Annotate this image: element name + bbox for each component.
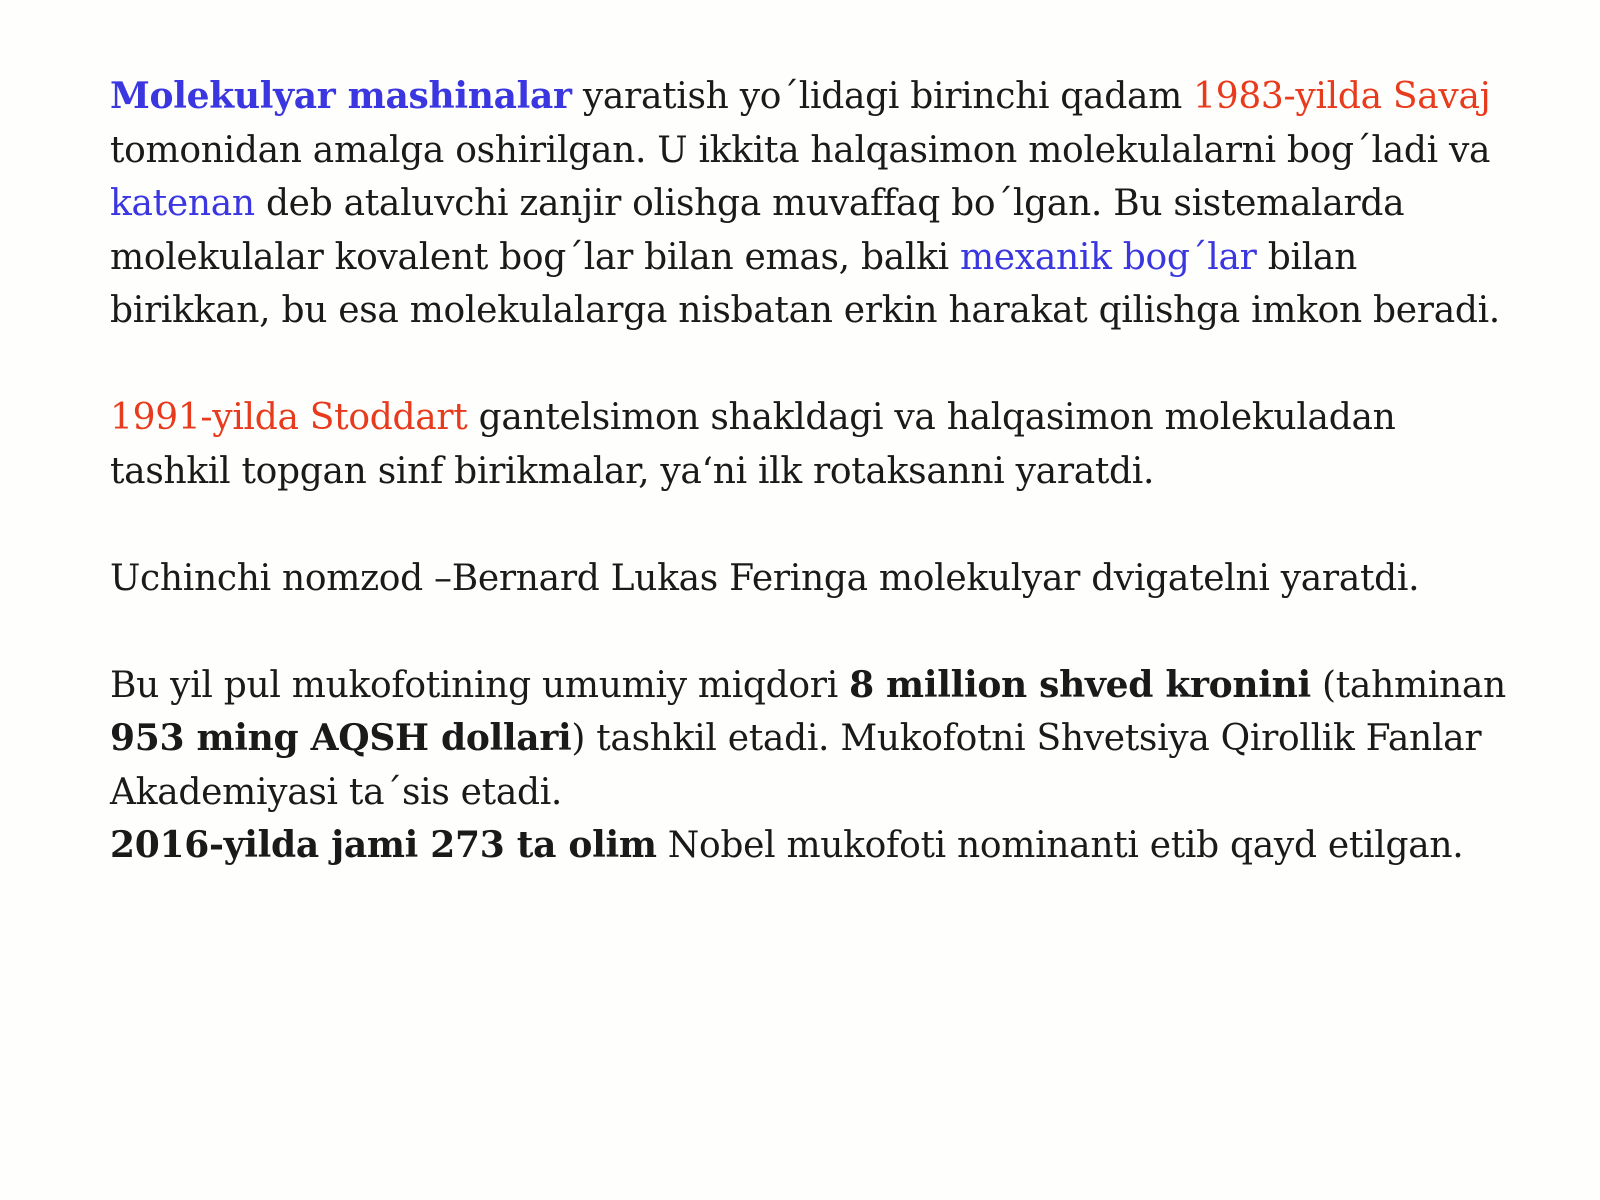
- term-katenan: katenan: [110, 183, 255, 224]
- text-segment: Nobel mukofoti nominanti etib qayd etilgan.: [656, 825, 1464, 866]
- highlight-year-savaj: 1983-yilda Savaj: [1193, 76, 1491, 117]
- paragraph-stoddart: [110, 391, 1510, 498]
- prize-amount-sek: 8 million shved kronini: [849, 663, 1311, 706]
- paragraph-nominees: [110, 819, 1510, 873]
- paragraph-spacer: [110, 338, 1510, 392]
- highlight-year-stoddart: 1991-yilda Stoddart: [110, 397, 468, 438]
- paragraph-spacer: [110, 605, 1510, 659]
- text-segment: Uchinchi nomzod –Bernard Lukas Feringa molekulyar dvigatelni yaratdi.: [110, 557, 1420, 599]
- paragraph-molecular-machines: [110, 70, 1510, 338]
- text-segment: (tahminan: [1310, 664, 1506, 706]
- prize-amount-usd: 953 ming AQSH dollari: [110, 717, 572, 759]
- text-segment: ) tashkil etadi. Mukofotni Shvetsiya Qirollik Fanlar Akademiyasi ta´sis etadi.: [110, 718, 1482, 813]
- text-segment: deb ataluvchi zanjir olishga muvaffaq bo´lgan. Bu sistemalarda molekulalar kovalent bog´lar bilan emas, balki: [110, 183, 1405, 278]
- slide-body: [110, 70, 1510, 873]
- term-molecular-machines: Molekulyar mashinalar: [110, 75, 572, 117]
- text-segment: Bu yil pul mukofotining umumiy miqdori: [110, 664, 850, 706]
- term-mechanical-bonds: mexanik bog´lar: [959, 236, 1257, 278]
- text-segment: gantelsimon shakldagi va halqasimon molekuladan tashkil topgan sinf birikmalar, ya‘ni ilk rotaksanni yaratdi.: [110, 397, 1396, 492]
- paragraph-spacer: [110, 498, 1510, 552]
- nominee-count: 2016-yilda jami 273 ta olim: [110, 824, 657, 866]
- paragraph-feringa: [110, 552, 1510, 606]
- text-segment: bilan birikkan, bu esa molekulalarga nisbatan erkin harakat qilishga imkon beradi.: [110, 236, 1500, 331]
- text-segment: yaratish yo´lidagi birinchi qadam: [571, 76, 1194, 117]
- paragraph-prize-money: [110, 659, 1510, 820]
- text-segment: tomonidan amalga oshirilgan. U ikkita halqasimon molekulalarni bog´ladi va: [110, 129, 1491, 171]
